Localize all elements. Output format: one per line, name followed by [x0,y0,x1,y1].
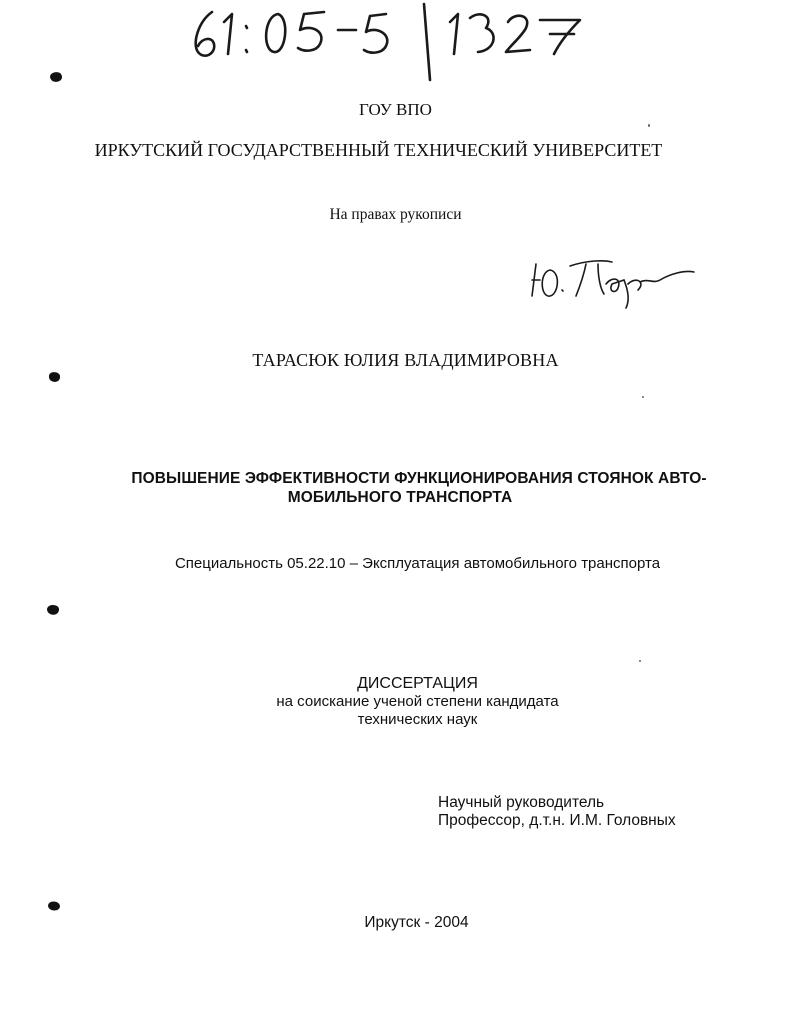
supervisor-name: Профессор, д.т.н. И.М. Головных [438,812,676,829]
handwritten-archive-code [188,0,588,88]
city-year: Иркутск - 2004 [364,914,469,931]
dissertation-block [18,675,799,729]
university-name: ИРКУТСКИЙ ГОСУДАРСТВЕННЫЙ ТЕХНИЧЕСКИЙ УНИВЕРСИТЕТ [94,140,663,160]
author-signature [528,250,698,310]
binder-hole-mark [44,601,62,619]
scan-speck [639,660,641,662]
binder-hole-mark [47,68,65,86]
org-type: ГОУ ВПО [359,100,432,119]
scan-speck [642,396,644,398]
thesis-title [0,469,799,507]
speciality: Специальность 05.22.10 – Эксплуатация автомобильного транспорта [174,555,661,572]
scan-speck [648,124,650,127]
author-name: ТАРАСЮК ЮЛИЯ ВЛАДИМИРОВНА [252,350,559,370]
dissertation-degree-line-1: на соискание ученой степени кандидата [276,693,559,710]
supervisor-block [438,794,676,830]
thesis-title-line-1: ПОВЫШЕНИЕ ЭФФЕКТИВНОСТИ ФУНКЦИОНИРОВАНИЯ СТОЯНОК АВТО- [131,470,707,487]
manuscript-note: На правах рукописи [329,206,462,223]
dissertation-degree-line-2: технических наук [357,711,478,728]
thesis-title-line-2: МОБИЛЬНОГО ТРАНСПОРТА [287,489,513,506]
dissertation-heading: ДИССЕРТАЦИЯ [357,675,478,692]
supervisor-role: Научный руководитель [438,794,605,811]
binder-hole-mark [45,897,63,915]
